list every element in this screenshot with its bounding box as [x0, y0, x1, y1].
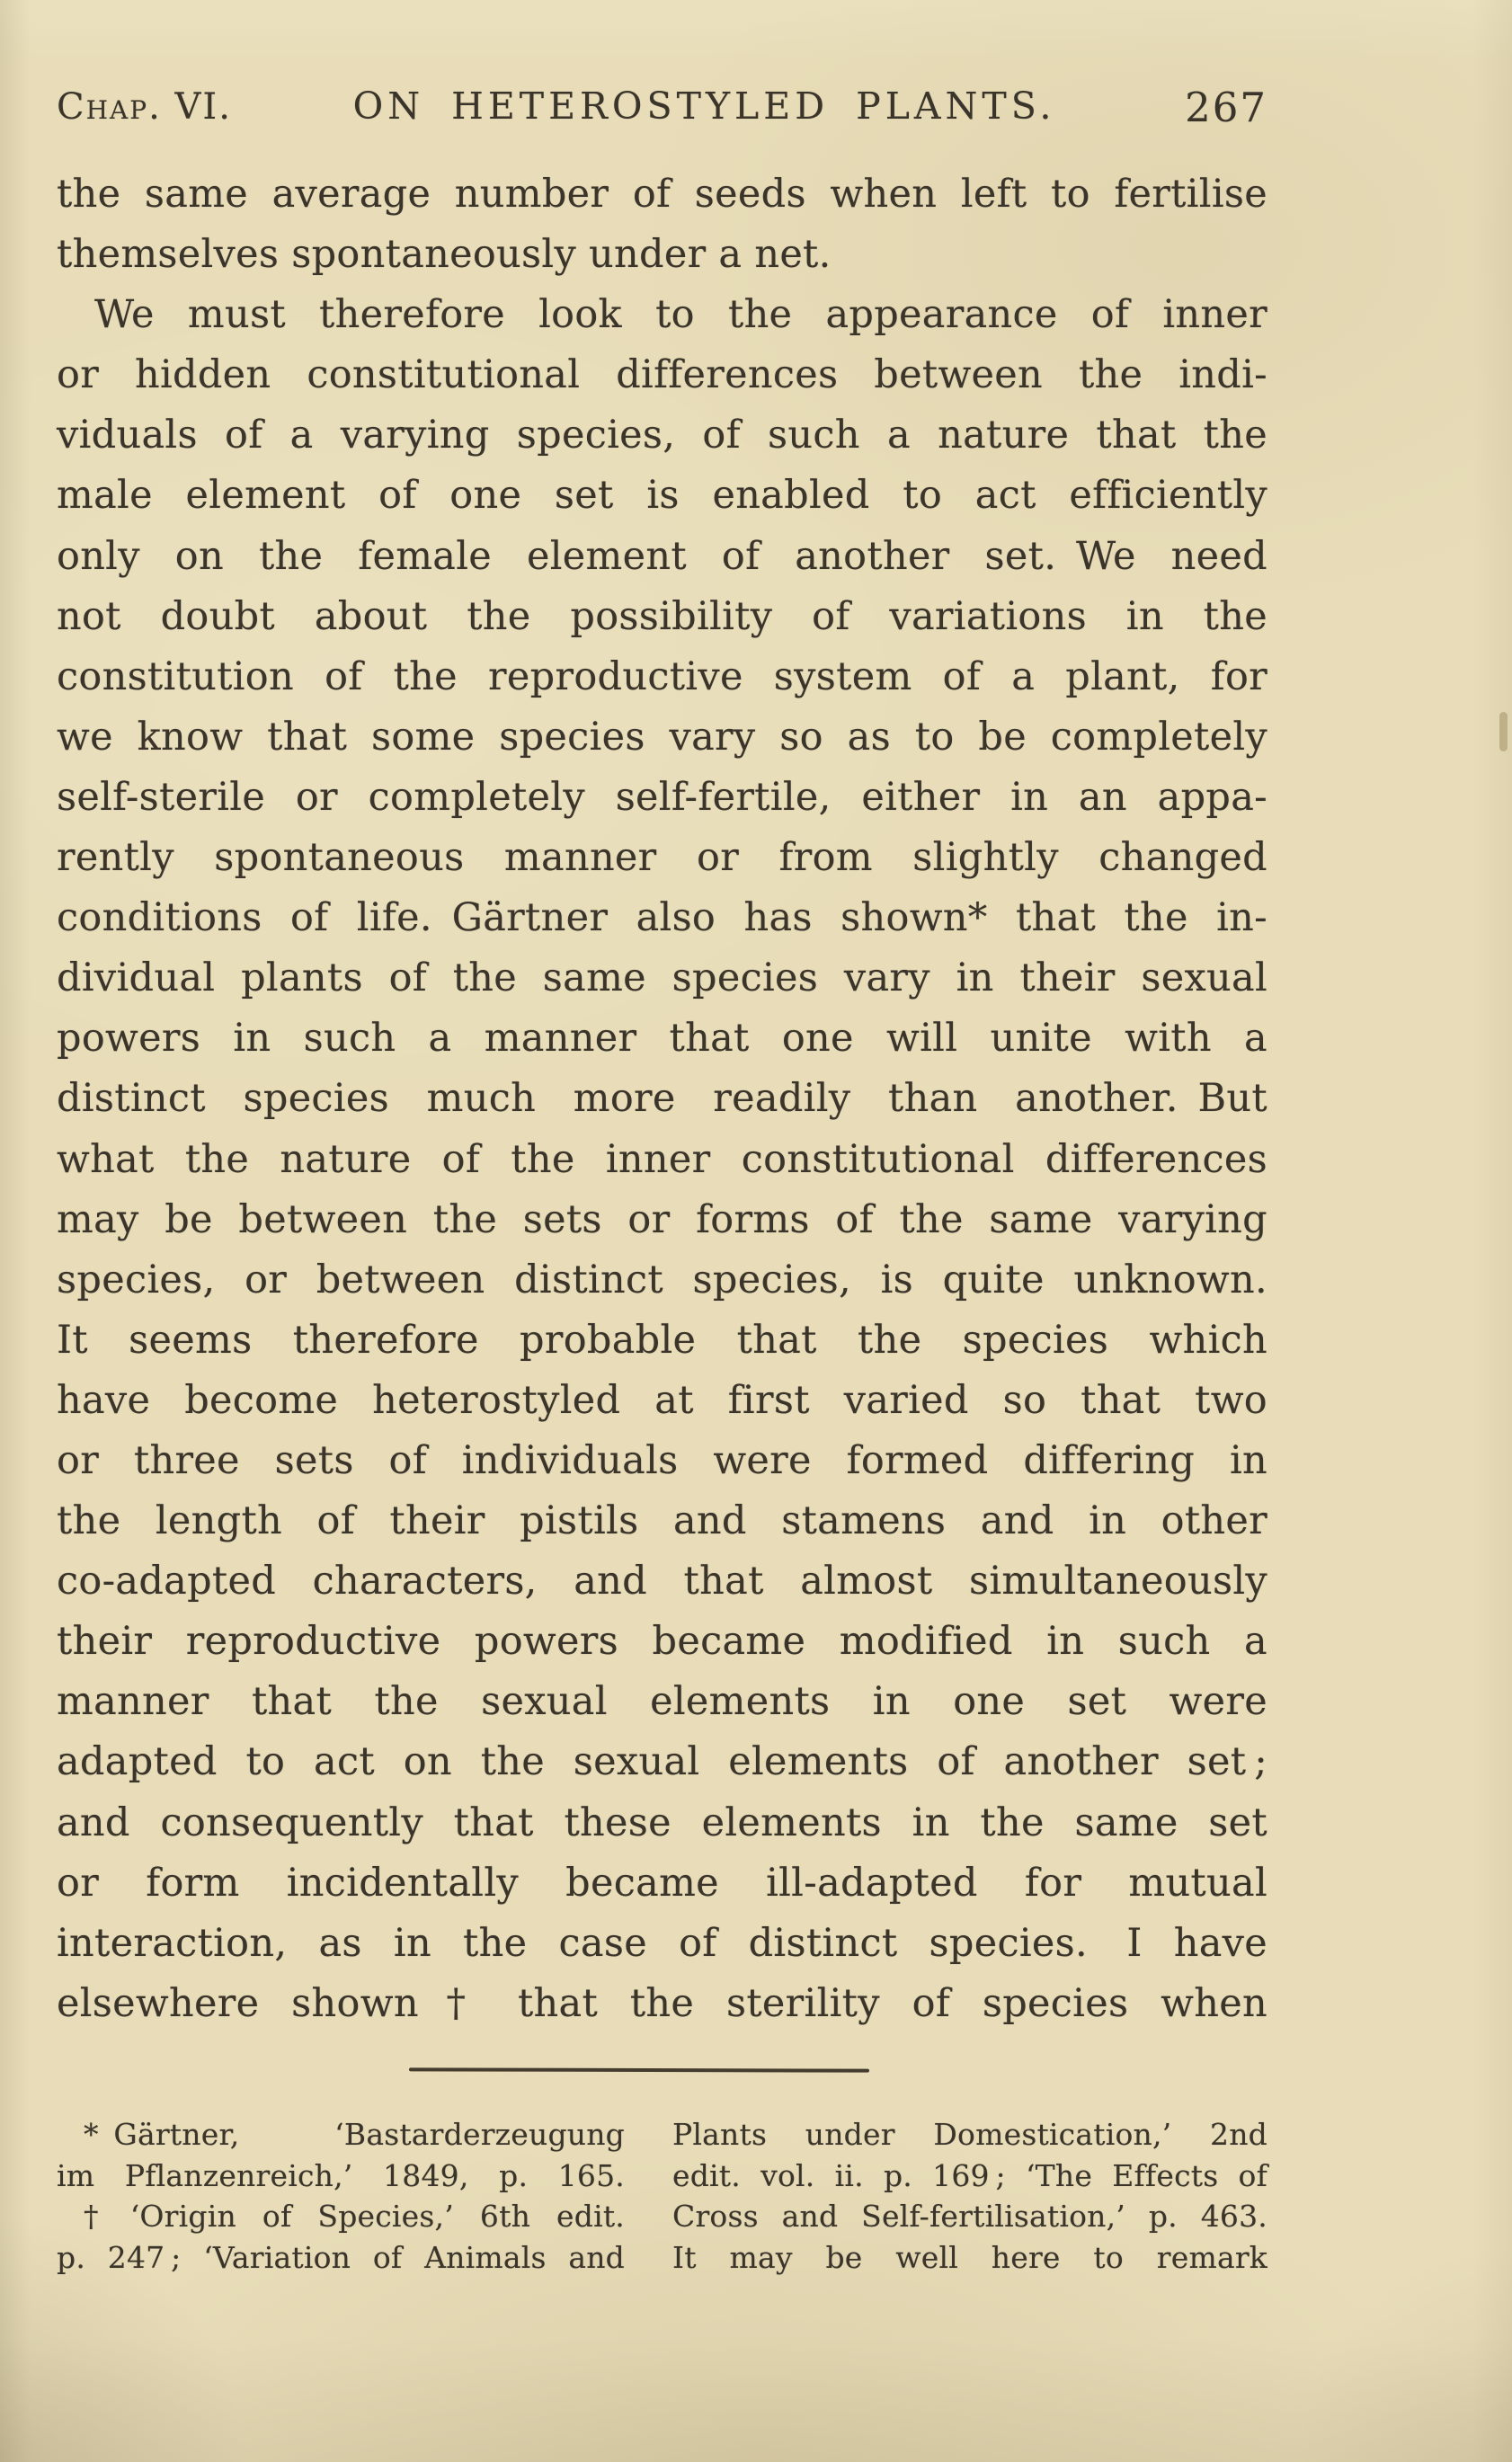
text-line: constitution of the reproductive system of a plant, for — [57, 653, 1267, 699]
text-line: male element of one set is enabled to act efficiently — [57, 473, 1267, 519]
scan-artifact-mark — [1499, 712, 1508, 751]
text-line: or three sets of individuals were formed differing in — [57, 1437, 1267, 1483]
page-header — [57, 76, 1267, 133]
text-line: self-sterile or completely self-fertile, either in an appa- — [57, 774, 1267, 820]
text-line: powers in such a manner that one will unite with a — [57, 1016, 1267, 1062]
text-line: what the nature of the inner constitutional differences — [57, 1136, 1267, 1182]
text-line: species, or between distinct species, is quite unknown. — [57, 1257, 1267, 1302]
chapter-label: Chap. VI. — [57, 86, 232, 128]
footnote-rule — [409, 2067, 869, 2072]
text-line: conditions of life. Gärtner also has shown* that the in- — [57, 895, 1267, 941]
footnote-line: * Gärtner, ‘Bastarderzeugung — [84, 2117, 625, 2152]
text-line: elsewhere shown † that the sterility of species when — [57, 1980, 1267, 2026]
footnote-line: p. 247 ; ‘Variation of Animals and — [57, 2239, 625, 2275]
footnote-line: † ‘Origin of Species,’ 6th edit. — [84, 2199, 625, 2234]
footnote-line: Cross and Self-fertilisation,’ p. 463. — [672, 2199, 1267, 2234]
text-line: interaction, as in the case of distinct species. I have — [57, 1920, 1267, 1966]
text-line: have become heterostyled at first varied so that two — [57, 1377, 1267, 1423]
text-line: or hidden constitutional differences between the indi- — [57, 352, 1267, 398]
text-line: only on the female element of another set. We need — [57, 533, 1267, 579]
text-line: the length of their pistils and stamens and in other — [57, 1498, 1267, 1544]
footnote-line: im Pflanzenreich,’ 1849, p. 165. — [57, 2157, 625, 2193]
text-line: and consequently that these elements in the same set — [57, 1800, 1267, 1845]
text-line: dividual plants of the same species vary in their sexual — [57, 955, 1267, 1001]
text-line: rently spontaneous manner or from slightly changed — [57, 835, 1267, 881]
footnote-line: Plants under Domestication,’ 2nd — [672, 2117, 1267, 2152]
text-line: or form incidentally became ill-adapted for mutual — [57, 1860, 1267, 1906]
footnote-column-left — [57, 2114, 625, 2278]
text-line: themselves spontaneously under a net. — [57, 232, 832, 278]
footnotes — [57, 2114, 1267, 2278]
text-line: co-adapted characters, and that almost simultaneously — [57, 1559, 1267, 1604]
text-line: It seems therefore probable that the species which — [57, 1317, 1267, 1363]
text-line: We must therefore look to the appearance of inner — [94, 292, 1267, 338]
footnote-column-right — [672, 2114, 1267, 2278]
text-line: manner that the sexual elements in one set were — [57, 1679, 1267, 1725]
text-line: their reproductive powers became modified in such a — [57, 1619, 1267, 1665]
page-number: 267 — [1185, 84, 1267, 131]
footnote-line: It may be well here to remark — [672, 2239, 1267, 2275]
running-title: ON HETEROSTYLED PLANTS. — [352, 84, 1056, 128]
text-line: distinct species much more readily than another. But — [57, 1076, 1267, 1122]
text-line: adapted to act on the sexual elements of another set ; — [57, 1739, 1267, 1785]
text-line: we know that some species vary so as to be completely — [57, 714, 1267, 760]
text-line: viduals of a varying species, of such a nature that the — [57, 413, 1267, 458]
text-line: not doubt about the possibility of variations in the — [57, 593, 1267, 639]
body-text — [57, 164, 1267, 2034]
text-line: may be between the sets or forms of the same varying — [57, 1196, 1267, 1242]
footnote-line: edit. vol. ii. p. 169 ; ‘The Effects of — [672, 2157, 1267, 2193]
text-line: the same average number of seeds when left to fertilise — [57, 172, 1267, 217]
